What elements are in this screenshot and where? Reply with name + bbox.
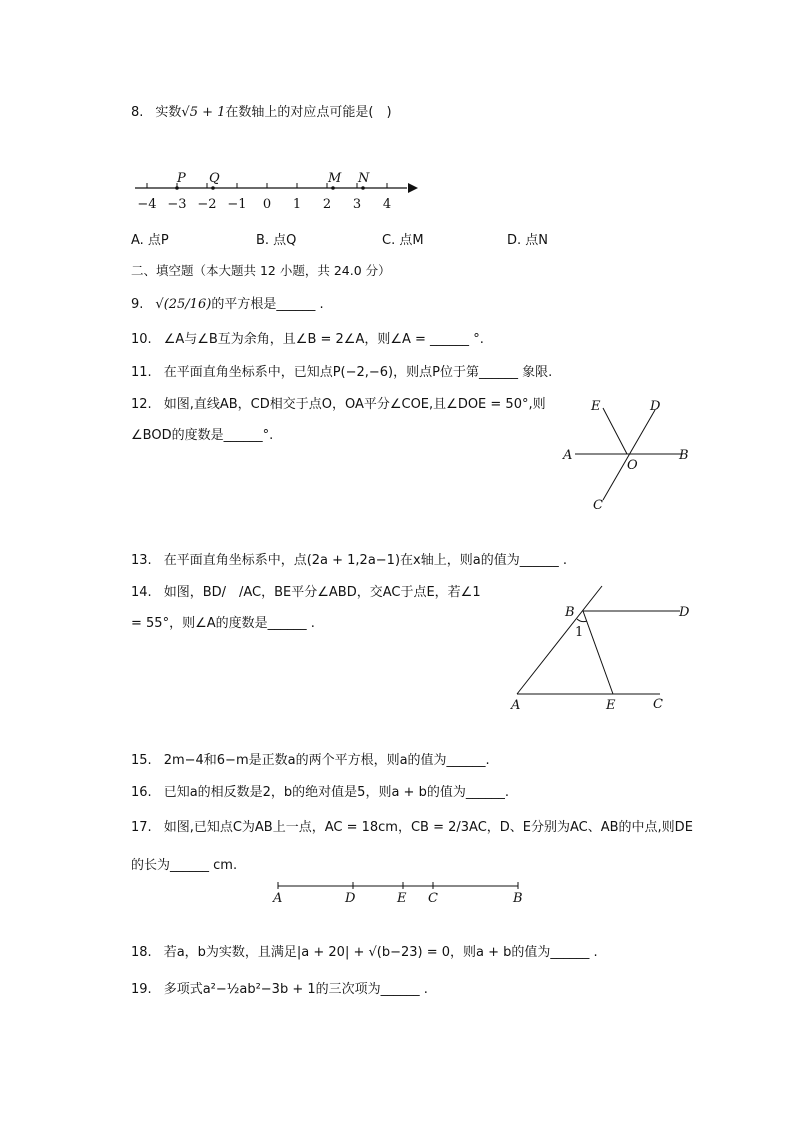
section-heading: 二、填空题（本大题共 12 小题，共 24.0 分） — [131, 263, 391, 278]
question-8 — [131, 104, 392, 122]
question-text: 2m−4和6−m是正数a的两个平方根，则a的值为______. — [163, 753, 490, 768]
number-line-tick-label: −3 — [167, 197, 187, 212]
question-text: 若a，b为实数，且满足|a + 20| + √(b−23) = 0，则a + b的值为______ . — [163, 945, 598, 960]
question-12 — [131, 396, 546, 414]
label-E: E — [397, 891, 407, 906]
label-E: E — [591, 399, 601, 414]
question-number: 10. — [131, 332, 152, 347]
label-N: N — [358, 171, 370, 186]
point-M — [331, 186, 335, 190]
question-text: 多项式a²−½ab²−3b + 1的三次项为______ . — [163, 982, 428, 997]
question-text: 已知a的相反数是2，b的绝对值是5，则a + b的值为______. — [163, 785, 509, 800]
number-line-tick-label: 0 — [262, 197, 272, 212]
question-text: ∠A与∠B互为余角，且∠B = 2∠A，则∠A = ______ °. — [163, 332, 484, 347]
option-b: B. 点Q — [256, 233, 297, 248]
point-Q — [211, 186, 215, 190]
option-a: A. 点P — [131, 233, 169, 248]
number-line-figure — [125, 168, 425, 216]
label-O: O — [627, 458, 638, 473]
math-expression: √(25/16) — [155, 297, 212, 312]
number-line-tick-label: −4 — [137, 197, 157, 212]
figure-12-intersecting-lines — [555, 392, 705, 520]
question-number: 19. — [131, 982, 152, 997]
question-number: 12. — [131, 397, 152, 412]
option-c: C. 点M — [382, 233, 424, 248]
figure-17-segment — [270, 878, 530, 908]
question-number: 15. — [131, 753, 152, 768]
label-B: B — [565, 605, 575, 620]
option-d: D. 点N — [507, 233, 548, 248]
label-A: A — [511, 698, 521, 713]
label-C: C — [593, 498, 603, 513]
question-10 — [131, 331, 484, 349]
question-text: 在平面直角坐标系中，点(2a + 1,2a−1)在x轴上，则a的值为______ . — [163, 553, 567, 568]
label-A: A — [273, 891, 283, 906]
label-D: D — [650, 399, 661, 414]
question-number: 8. — [131, 105, 144, 120]
point-N — [361, 186, 365, 190]
number-line-tick-label: 2 — [322, 197, 332, 212]
number-line-tick-label: 1 — [292, 197, 302, 212]
question-13 — [131, 552, 567, 570]
question-text: 的平方根是______ . — [211, 297, 324, 312]
question-text-line1: 如图,已知点C为AB上一点，AC = 18cm，CB = 2/3AC，D、E分别为AC、AB的中点,则DE — [163, 820, 693, 835]
question-text-post: 在数轴上的对应点可能是( ) — [225, 105, 392, 120]
label-angle-1: 1 — [575, 625, 584, 640]
question-17 — [131, 819, 693, 837]
question-11 — [131, 364, 552, 382]
question-number: 17. — [131, 820, 152, 835]
label-M: M — [328, 171, 342, 186]
math-expression: √5 + 1 — [181, 105, 226, 120]
question-16 — [131, 784, 509, 802]
question-number: 13. — [131, 553, 152, 568]
question-number: 11. — [131, 365, 152, 380]
question-14-line2: = 55°，则∠A的度数是______ . — [131, 616, 315, 631]
question-number: 16. — [131, 785, 152, 800]
label-E: E — [606, 698, 616, 713]
question-number: 18. — [131, 945, 152, 960]
number-line-tick-label: 4 — [382, 197, 392, 212]
label-C: C — [653, 697, 663, 712]
point-P — [175, 186, 179, 190]
label-A: A — [563, 448, 573, 463]
question-number: 14. — [131, 585, 152, 600]
label-Q: Q — [209, 171, 220, 186]
number-line-tick-label: −2 — [197, 197, 217, 212]
label-C: C — [428, 891, 438, 906]
label-B: B — [679, 448, 689, 463]
question-12-line2: ∠BOD的度数是______°. — [131, 428, 274, 443]
question-text-pre: 实数 — [155, 105, 182, 120]
question-17-line2: 的长为______ cm. — [131, 858, 238, 873]
label-D: D — [679, 605, 690, 620]
question-9 — [131, 296, 324, 314]
question-15 — [131, 752, 490, 770]
question-number: 9. — [131, 297, 144, 312]
number-line-tick-label: −1 — [227, 197, 247, 212]
number-line-tick-label: 3 — [352, 197, 362, 212]
question-18 — [131, 944, 598, 962]
label-P: P — [177, 171, 186, 186]
question-14 — [131, 584, 481, 602]
label-B: B — [513, 891, 523, 906]
question-19 — [131, 981, 428, 999]
question-text-line1: 如图,直线AB，CD相交于点O，OA平分∠COE,且∠DOE = 50°,则 — [163, 397, 546, 412]
label-D: D — [345, 891, 356, 906]
question-text: 在平面直角坐标系中，已知点P(−2,−6)，则点P位于第______ 象限. — [163, 365, 553, 380]
figure-14-triangle — [505, 582, 705, 714]
question-text-line1: 如图，BD/ /AC，BE平分∠ABD，交AC于点E，若∠1 — [163, 585, 481, 600]
